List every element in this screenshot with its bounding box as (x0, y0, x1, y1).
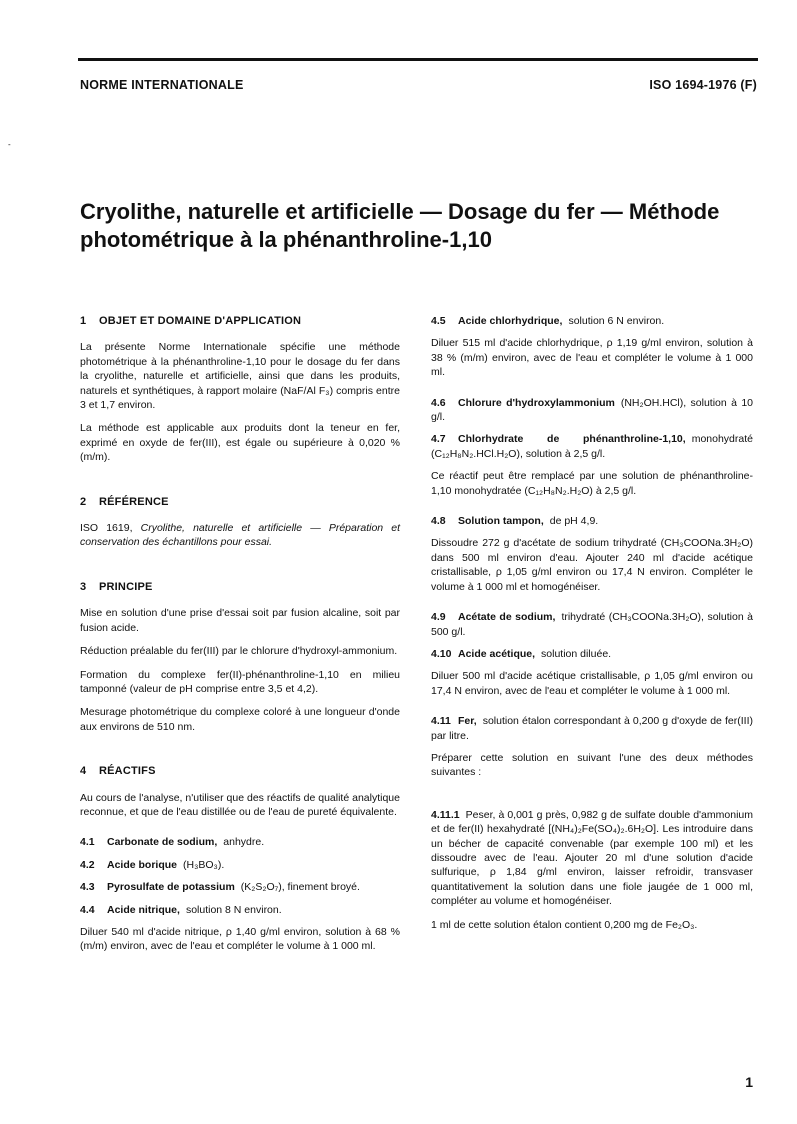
section-1-para-1: La présente Norme Internationale spécifie une méthode photométrique à la phénanthroline-1,10 pour le dosage du fer dans la cryolithe, naturelle et artificielle, ainsi que dans les produits, naturels et synthétiques, à rapport molaire (NaF/Al F₃) compris entre 3 et 1,7 environ. (80, 341, 400, 412)
header-standard-number: ISO 1694-1976 (F) (649, 78, 757, 92)
item-4-4: 4.4 Acide nitrique, solution 8 N environ. (80, 903, 282, 916)
item-4-4-text: Diluer 540 ml d'acide nitrique, ρ 1,40 g/ml environ, solution à 68 % (m/m) environ, avec de l'eau et compléter le volume à 1 000 ml. (80, 925, 400, 953)
item-4-8: 4.8 Solution tampon, de pH 4,9. (431, 515, 599, 528)
item-4-9: 4.9 Acétate de sodium, trihydraté (CH₃COONa.3H₂O), solution à 500 g/l. (431, 611, 753, 638)
header-standard-type: NORME INTERNATIONALE (80, 78, 244, 92)
item-4-5-text: Diluer 515 ml d'acide chlorhydrique, ρ 1,19 g/ml environ, solution à 38 % (m/m) environ, avec de l'eau et compléter le volume à 1 000 ml. (431, 337, 753, 379)
section-3-para-1: Mise en solution d'une prise d'essai soit par fusion alcaline, soit par fusion acide. (80, 607, 400, 634)
item-4-3: 4.3 Pyrosulfate de potassium (K₂S₂O₇), finement broyé. (80, 881, 360, 894)
section-3-para-2: Réduction préalable du fer(III) par le chlorure d'hydroxyl-ammonium. (80, 645, 398, 658)
item-4-2: 4.2 Acide borique (H₃BO₃). (80, 858, 225, 871)
section-2-reference: ISO 1619, Cryolithe, naturelle et artificielle — Préparation et conservation des échantillons pour essai. (80, 522, 400, 549)
item-4-8-text: Dissoudre 272 g d'acétate de sodium trihydraté (CH₃COONa.3H₂O) dans 500 ml environ d'eau. Ajouter 240 ml d'acide acétique cristallisable, ρ 1,05 g/ml environ ou 17,4 N environ. Compléter le volume à 1 000 ml et homogénéiser. (431, 537, 753, 593)
left-column (80, 314, 400, 963)
item-4-7: 4.7 Chlorhydrate de phénanthroline-1,10, monohydraté (C₁₂H₈N₂.HCl.H₂O), solution à 2,5 g/l. (431, 433, 753, 460)
margin-mark: - (8, 140, 11, 149)
section-3-heading: 3 PRINCIPE (80, 580, 153, 593)
item-4-10-text: Diluer 500 ml d'acide acétique cristallisable, ρ 1,05 g/ml environ ou 17,4 N environ, avec de l'eau et compléter le volume à 1 000 ml. (431, 670, 753, 697)
section-1-heading: 1 OBJET ET DOMAINE D'APPLICATION (80, 315, 302, 327)
item-4-7-text: Ce réactif peut être remplacé par une solution de phénanthroline-1,10 monohydratée (C₁₂H₈N₂.H₂O) à 2,5 g/l. (431, 470, 753, 497)
section-3-para-4: Mesurage photométrique du complexe coloré à une longueur d'onde aux environs de 510 nm. (80, 706, 400, 733)
section-2 (80, 495, 400, 550)
section-1-para-2: La méthode est applicable aux produits dont la teneur en fer, exprimé en oxyde de fer(III), est égale ou supérieure à 0,020 % (m/m). (80, 422, 400, 464)
section-4-heading: 4 RÉACTIFS (80, 765, 156, 778)
section-3-para-3: Formation du complexe fer(II)-phénanthroline-1,10 en milieu tamponné (valeur de pH comprise entre 3,5 et 4,2). (80, 668, 400, 695)
document-title: Cryolithe, naturelle et artificielle — Dosage du fer — Méthode photométrique à la phénanthroline-1,10 (80, 199, 720, 252)
top-rule (78, 58, 758, 61)
section-1 (80, 314, 400, 465)
item-4-11-text: Préparer cette solution en suivant l'une des deux méthodes suivantes : (431, 751, 753, 779)
item-4-11: 4.11 Fer, solution étalon correspondant à 0,200 g d'oxyde de fer(III) par litre. (431, 715, 753, 742)
item-4-11-1: 4.11.1 Peser, à 0,001 g près, 0,982 g de sulfate double d'ammonium et de fer(II) hexahydraté [(NH₄)₂Fe(SO₄)₂.6H₂O]. Les introduire dans un bécher de capacité convenable (par exemple 100 ml) et les dissoudre avec de l'eau. Ajouter 20 ml d'une solution d'acide sulfurique, ρ 1,84 g/ml environ, laisser refroidir, transvaser quantitativement la solution dans une fiole jaugée de 1 000 ml, compléter au volume et homogénéiser. (431, 808, 753, 908)
page-number: 1 (745, 1074, 753, 1090)
item-4-5: 4.5 Acide chlorhydrique, solution 6 N environ. (431, 315, 665, 327)
right-column (431, 314, 753, 941)
item-4-1: 4.1 Carbonate de sodium, anhydre. (80, 836, 265, 849)
item-4-11-1-note: 1 ml de cette solution étalon contient 0,200 mg de Fe₂O₃. (431, 918, 698, 931)
section-3 (80, 580, 400, 734)
item-4-10: 4.10 Acide acétique, solution diluée. (431, 647, 612, 660)
section-4-intro: Au cours de l'analyse, n'utiliser que des réactifs de qualité analytique reconnue, et que de l'eau distillée ou de l'eau de pureté équivalente. (80, 791, 400, 818)
item-4-6: 4.6 Chlorure d'hydroxylammonium (NH₂OH.HCl), solution à 10 g/l. (431, 396, 754, 424)
section-2-heading: 2 RÉFÉRENCE (80, 495, 169, 508)
section-4 (80, 764, 400, 954)
